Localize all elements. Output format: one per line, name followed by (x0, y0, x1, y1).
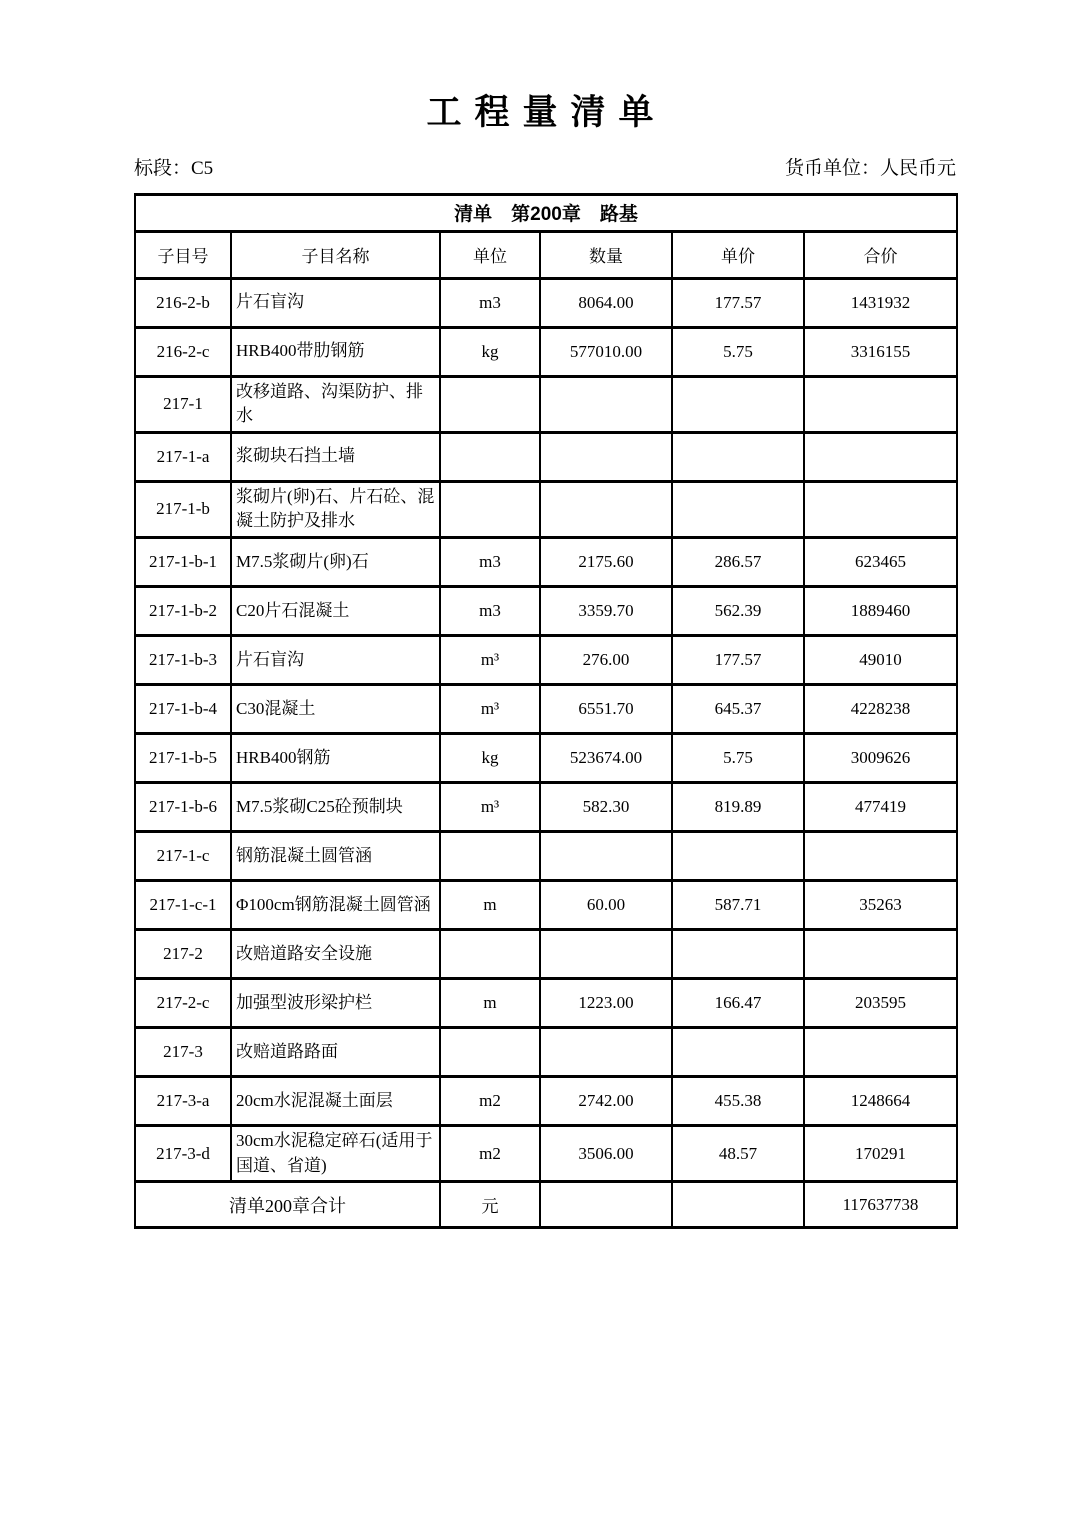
cell-code: 217-2 (135, 930, 231, 979)
cell-qty: 8064.00 (540, 278, 672, 327)
table-row (135, 881, 957, 930)
cell-name: 改移道路、沟渠防护、排水 (231, 376, 440, 432)
cell-qty: 3506.00 (540, 1126, 672, 1182)
page-title: 工程量清单 (426, 93, 667, 132)
cell-price: 286.57 (672, 538, 804, 587)
cell-total (804, 481, 957, 537)
cell-price: 587.71 (672, 881, 804, 930)
cell-name: HRB400钢筋 (231, 734, 440, 783)
cell-code: 216-2-b (135, 278, 231, 327)
col-header-total: 合价 (804, 231, 957, 278)
cell-code: 217-3-d (135, 1126, 231, 1182)
cell-total: 1431932 (804, 278, 957, 327)
cell-name: 20cm水泥混凝土面层 (231, 1077, 440, 1126)
cell-price: 5.75 (672, 734, 804, 783)
cell-total (804, 432, 957, 481)
section-label: 标段：C5 (134, 157, 214, 179)
table-row (135, 783, 957, 832)
cell-name: 浆砌块石挡土墙 (231, 432, 440, 481)
cell-total: 1889460 (804, 587, 957, 636)
cell-price: 819.89 (672, 783, 804, 832)
cell-price (672, 930, 804, 979)
cell-name: HRB400带肋钢筋 (231, 327, 440, 376)
cell-code: 217-1-b-5 (135, 734, 231, 783)
table-row (135, 481, 957, 537)
cell-unit: kg (440, 734, 540, 783)
cell-total: 3009626 (804, 734, 957, 783)
cell-price (672, 481, 804, 537)
cell-qty: 1223.00 (540, 979, 672, 1028)
cell-qty: 276.00 (540, 636, 672, 685)
cell-code: 217-3 (135, 1028, 231, 1077)
cell-price (672, 1028, 804, 1077)
cell-name: 改赔道路安全设施 (231, 930, 440, 979)
currency-label: 货币单位：人民币元 (784, 157, 956, 179)
table-row (135, 734, 957, 783)
cell-code: 217-1 (135, 376, 231, 432)
footer-label: 清单200章合计 (135, 1182, 440, 1228)
cell-qty: 2742.00 (540, 1077, 672, 1126)
cell-total (804, 1028, 957, 1077)
table-row (135, 832, 957, 881)
cell-qty (540, 481, 672, 537)
cell-price: 177.57 (672, 636, 804, 685)
table-row (135, 636, 957, 685)
cell-total: 3316155 (804, 327, 957, 376)
cell-qty (540, 1028, 672, 1077)
cell-total: 477419 (804, 783, 957, 832)
cell-total: 623465 (804, 538, 957, 587)
cell-unit (440, 1028, 540, 1077)
cell-price: 562.39 (672, 587, 804, 636)
cell-code: 217-1-c (135, 832, 231, 881)
footer-price (672, 1182, 804, 1228)
cell-unit (440, 930, 540, 979)
cell-code: 216-2-c (135, 327, 231, 376)
table-row (135, 1126, 957, 1182)
col-header-unit: 单位 (440, 231, 540, 278)
cell-qty: 582.30 (540, 783, 672, 832)
cell-code: 217-1-b-4 (135, 685, 231, 734)
cell-name: 浆砌片(卵)石、片石砼、混凝土防护及排水 (231, 481, 440, 537)
cell-code: 217-1-b-1 (135, 538, 231, 587)
cell-unit: m2 (440, 1077, 540, 1126)
cell-price: 177.57 (672, 278, 804, 327)
footer-total: 117637738 (804, 1182, 957, 1228)
cell-price: 5.75 (672, 327, 804, 376)
col-header-price: 单价 (672, 231, 804, 278)
table-row (135, 979, 957, 1028)
cell-price (672, 376, 804, 432)
cell-price: 455.38 (672, 1077, 804, 1126)
cell-name: 30cm水泥稳定碎石(适用于国道、省道) (231, 1126, 440, 1182)
cell-name: 加强型波形梁护栏 (231, 979, 440, 1028)
col-header-qty: 数量 (540, 231, 672, 278)
cell-qty: 2175.60 (540, 538, 672, 587)
cell-name: 片石盲沟 (231, 636, 440, 685)
cell-unit: m³ (440, 685, 540, 734)
cell-qty (540, 930, 672, 979)
cell-price: 645.37 (672, 685, 804, 734)
cell-unit: m³ (440, 783, 540, 832)
cell-unit (440, 481, 540, 537)
table-footer-row (135, 1182, 957, 1228)
boq-table (134, 193, 958, 1230)
cell-price (672, 432, 804, 481)
cell-name: C20片石混凝土 (231, 587, 440, 636)
meta-row (134, 153, 956, 180)
table-row (135, 587, 957, 636)
cell-unit: m2 (440, 1126, 540, 1182)
cell-unit (440, 832, 540, 881)
cell-price (672, 832, 804, 881)
chapter-header: 清单 第200章 路基 (135, 194, 957, 231)
cell-total: 49010 (804, 636, 957, 685)
cell-unit: m (440, 979, 540, 1028)
cell-code: 217-1-b-6 (135, 783, 231, 832)
table-row (135, 930, 957, 979)
cell-name: 片石盲沟 (231, 278, 440, 327)
cell-unit: kg (440, 327, 540, 376)
cell-unit (440, 432, 540, 481)
footer-unit: 元 (440, 1182, 540, 1228)
table-row (135, 1028, 957, 1077)
col-header-code: 子目号 (135, 231, 231, 278)
cell-name: 钢筋混凝土圆管涵 (231, 832, 440, 881)
cell-unit: m³ (440, 636, 540, 685)
table-row (135, 376, 957, 432)
cell-code: 217-1-b-2 (135, 587, 231, 636)
cell-unit (440, 376, 540, 432)
cell-qty (540, 832, 672, 881)
cell-unit: m (440, 881, 540, 930)
cell-total (804, 376, 957, 432)
cell-name: C30混凝土 (231, 685, 440, 734)
cell-name: 改赔道路路面 (231, 1028, 440, 1077)
cell-code: 217-1-a (135, 432, 231, 481)
table-row (135, 432, 957, 481)
table-row (135, 685, 957, 734)
chapter-header-row (135, 194, 957, 231)
col-header-name: 子目名称 (231, 231, 440, 278)
cell-qty: 60.00 (540, 881, 672, 930)
cell-code: 217-2-c (135, 979, 231, 1028)
cell-price: 166.47 (672, 979, 804, 1028)
cell-total (804, 832, 957, 881)
cell-total: 4228238 (804, 685, 957, 734)
cell-unit: m3 (440, 587, 540, 636)
cell-total: 203595 (804, 979, 957, 1028)
footer-qty (540, 1182, 672, 1228)
cell-unit: m3 (440, 278, 540, 327)
cell-qty: 6551.70 (540, 685, 672, 734)
cell-code: 217-3-a (135, 1077, 231, 1126)
cell-name: Φ100cm钢筋混凝土圆管涵 (231, 881, 440, 930)
cell-qty (540, 432, 672, 481)
cell-qty: 577010.00 (540, 327, 672, 376)
cell-name: M7.5浆砌C25砼预制块 (231, 783, 440, 832)
column-header-row (135, 231, 957, 278)
table-row (135, 327, 957, 376)
table-row (135, 538, 957, 587)
cell-unit: m3 (440, 538, 540, 587)
cell-code: 217-1-b-3 (135, 636, 231, 685)
cell-code: 217-1-c-1 (135, 881, 231, 930)
table-row (135, 278, 957, 327)
cell-qty: 3359.70 (540, 587, 672, 636)
cell-name: M7.5浆砌片(卵)石 (231, 538, 440, 587)
cell-qty: 523674.00 (540, 734, 672, 783)
table-row (135, 1077, 957, 1126)
cell-code: 217-1-b (135, 481, 231, 537)
cell-total: 170291 (804, 1126, 957, 1182)
cell-total: 1248664 (804, 1077, 957, 1126)
cell-total (804, 930, 957, 979)
cell-qty (540, 376, 672, 432)
cell-price: 48.57 (672, 1126, 804, 1182)
cell-total: 35263 (804, 881, 957, 930)
